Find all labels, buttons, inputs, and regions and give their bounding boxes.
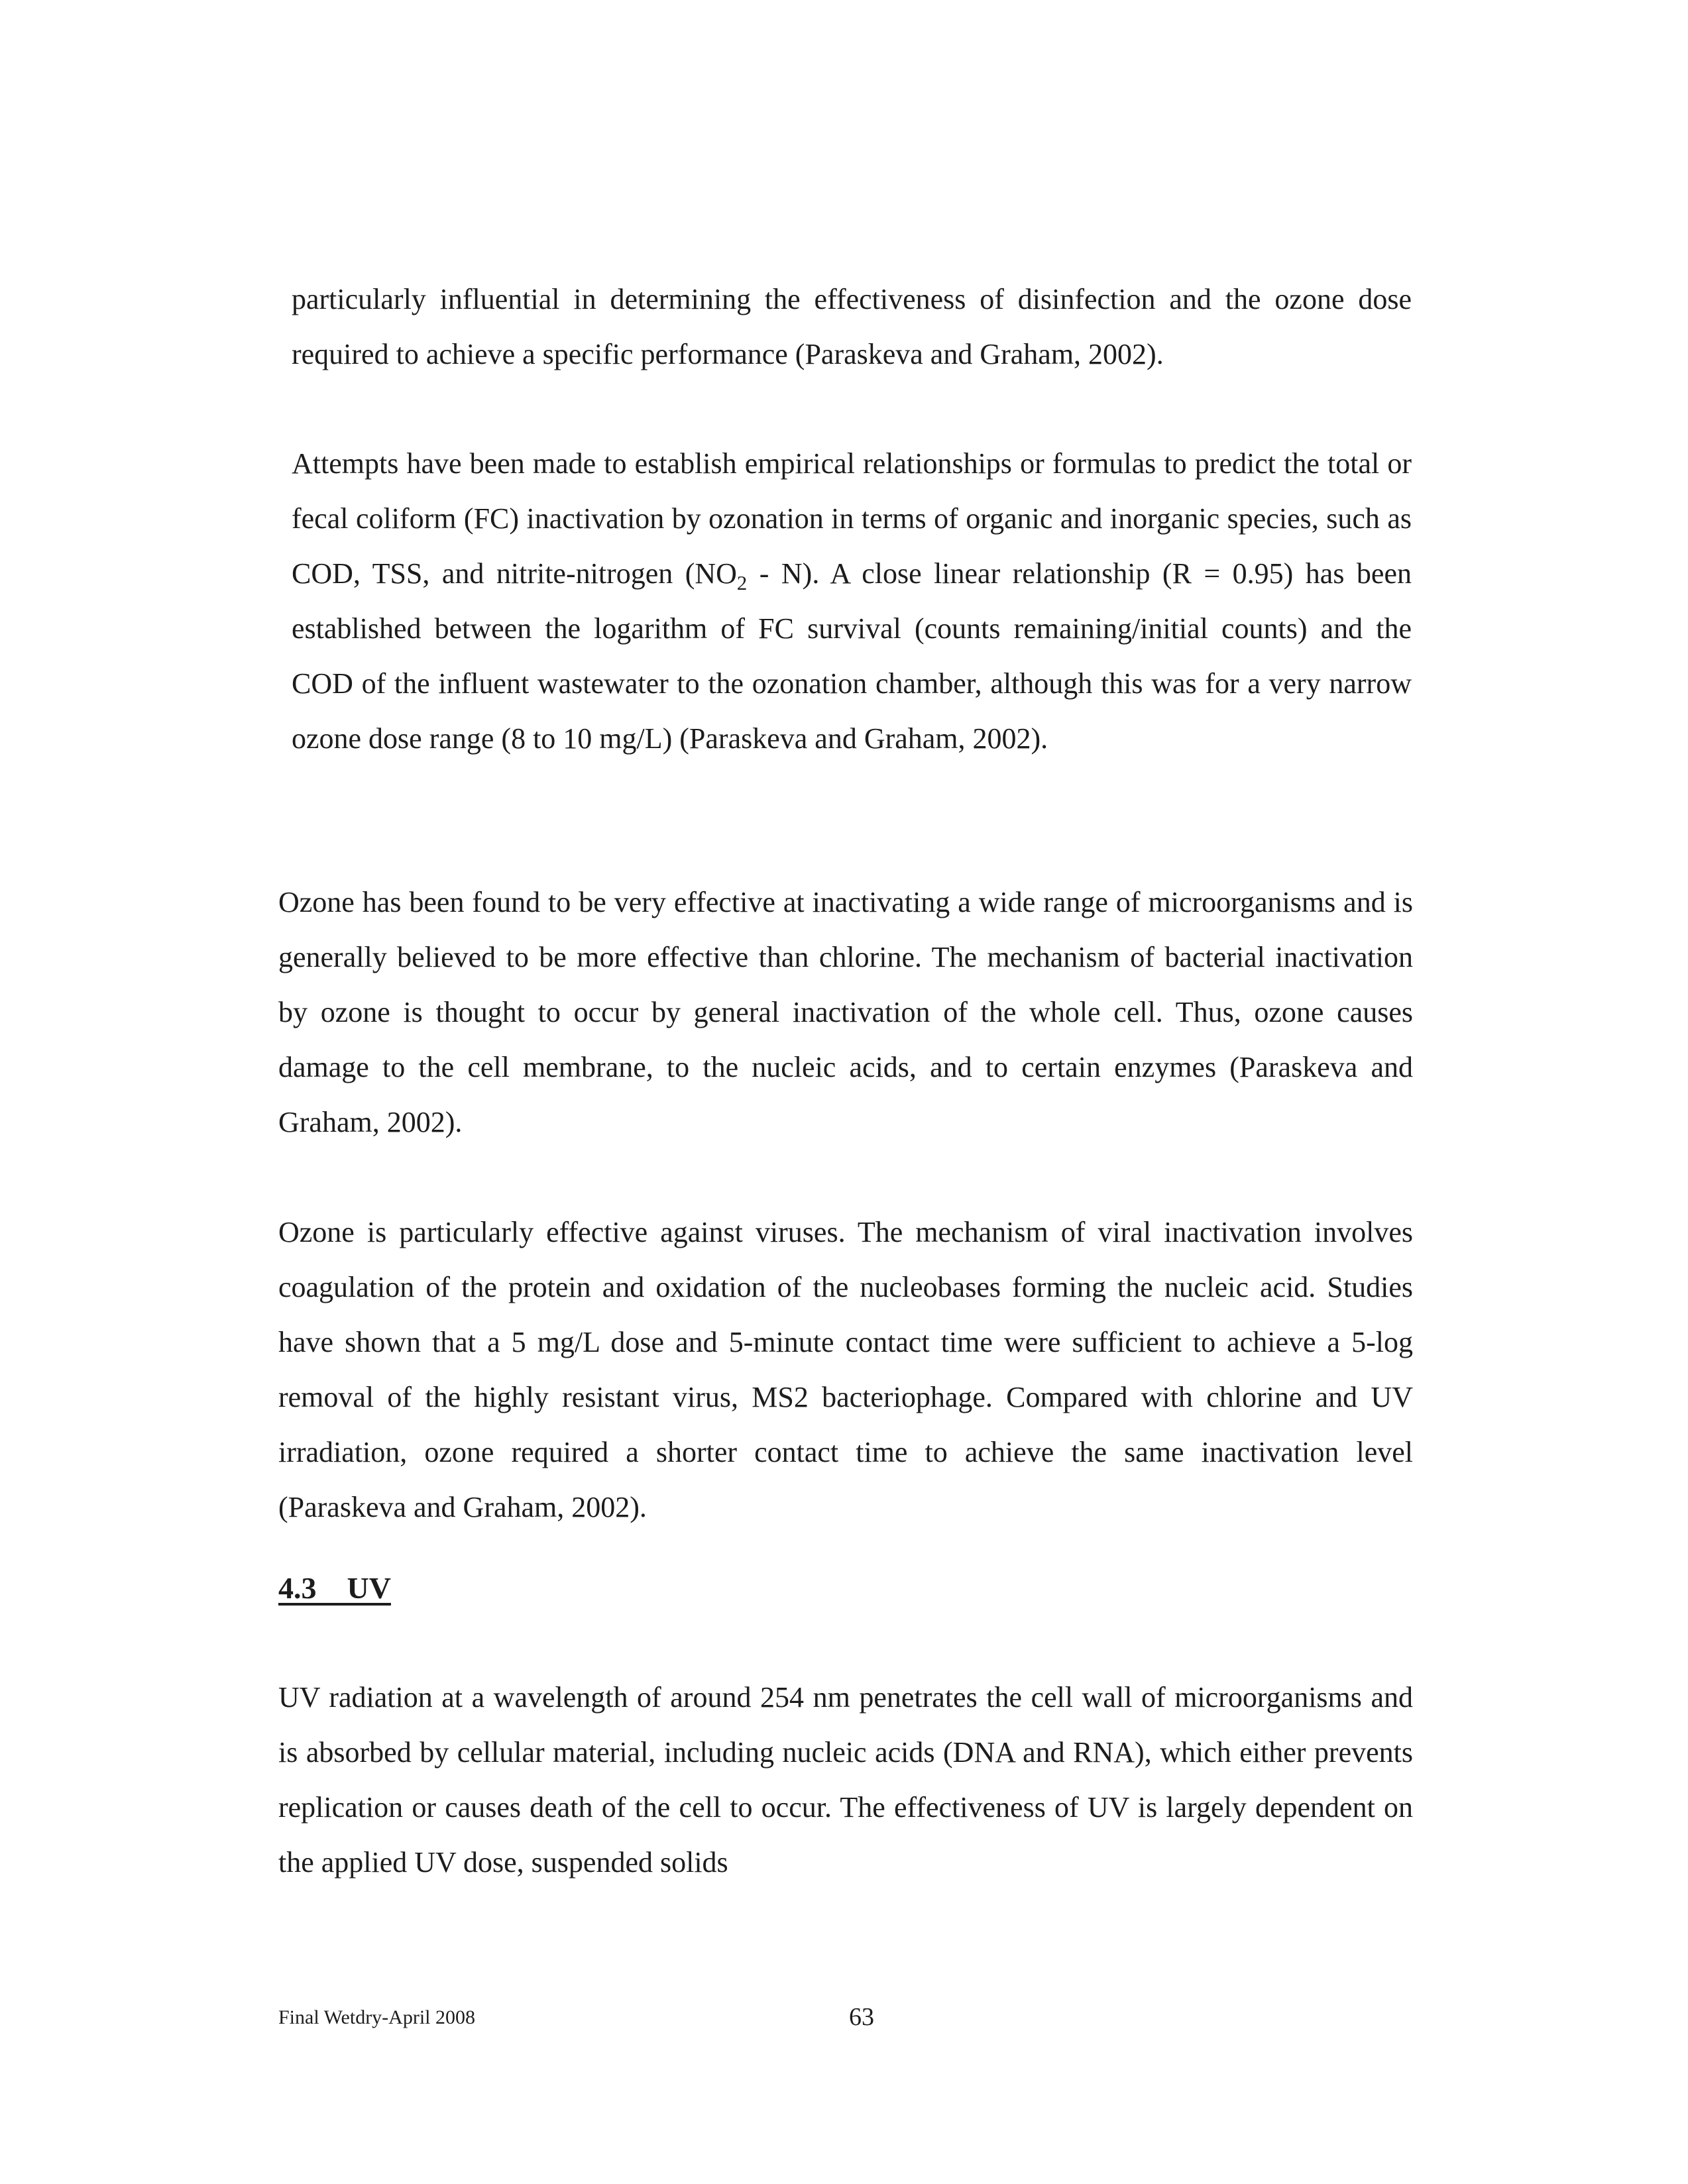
paragraph-ozone-viruses: Ozone is particularly effective against viruses. The mechanism of viral inactivation involves coagulation of the protein and oxidation of the nucleobases forming the nucleic acid. Studies have shown that a 5 mg/L dose and 5-minute contact time were sufficient to achieve a 5-log removal of the highly resistant virus, MS2 bacteriophage. Compared with chlorine and UV irradiation, ozone required a shorter contact time to achieve the same inactivation level (Paraskeva and Graham, 2002). — [278, 1216, 1413, 1523]
paragraph-ozone-effectiveness: Ozone has been found to be very effective at inactivating a wide range of microorganisms and is generally believed to be more effective than chlorine. The mechanism of bacterial inactivation by ozone is thought to occur by general inactivation of the whole cell. Thus, ozone causes damage to the cell membrane, to the nucleic acids, and to certain enzymes (Paraskeva and Graham, 2002). — [278, 886, 1413, 1138]
paragraph-empirical-relationships — [292, 436, 1412, 766]
subscript-two: 2 — [736, 571, 748, 594]
paragraph-disinfection-effectiveness: particularly influential in determining the effectiveness of disinfection and the ozone dose required to achieve a specific performance (Paraskeva and Graham, 2002). — [292, 283, 1412, 370]
footer-document-label: Final Wetdry-April 2008 — [278, 2006, 475, 2028]
page-number: 63 — [849, 2003, 874, 2031]
paragraph-uv-radiation: UV radiation at a wavelength of around 254 nm penetrates the cell wall of microorganisms and is absorbed by cellular material, including nucleic acids (DNA and RNA), which either prevents replication or causes death of the cell to occur. The effectiveness of UV is largely dependent on the applied UV dose, suspended solids — [278, 1681, 1413, 1879]
paragraph-empirical-text-a: Attempts have been made to establish empirical relationships or formulas to predict the total or fecal coliform (FC) inactivation by ozonation in terms of organic and inorganic species, such as COD, TSS, and nitrite-nitrogen (NO — [292, 447, 1412, 590]
section-heading-uv: 4.3 UV — [278, 1571, 391, 1605]
paragraph-empirical-text-b: - N). A close linear relationship (R = 0.95) has been established between the logarithm of FC survival (counts remaining/initial counts) and the COD of the influent wastewater to the ozonation chamber, although this was for a very narrow ozone dose range (8 to 10 mg/L) (Paraskeva and Graham, 2002). — [292, 557, 1412, 755]
